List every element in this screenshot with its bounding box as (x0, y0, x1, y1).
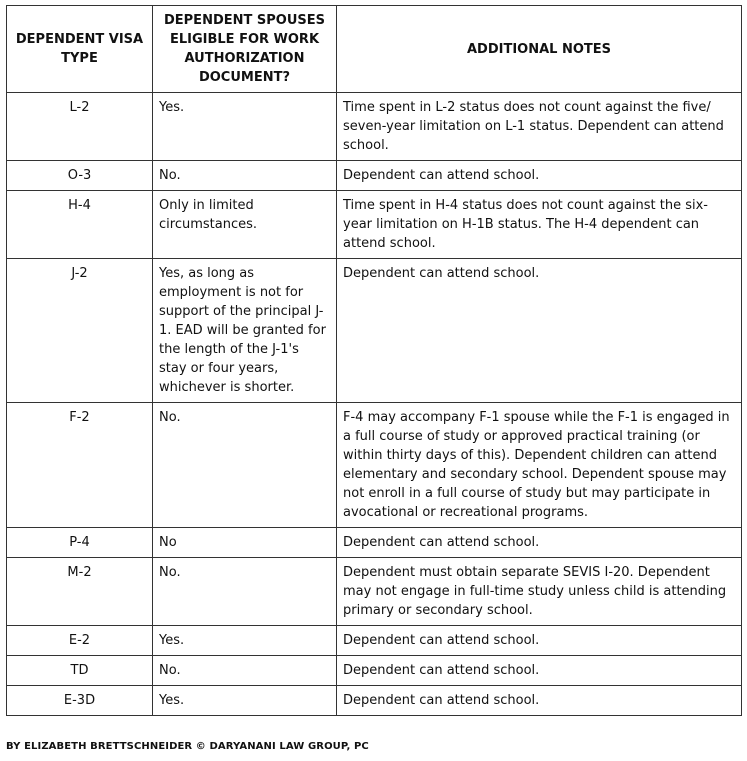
notes-cell: Dependent can attend school. (337, 686, 742, 716)
work-eligibility-cell: No. (153, 558, 337, 626)
work-eligibility-cell: No. (153, 403, 337, 528)
notes-cell: Time spent in L-2 status does not count against the five/ seven-year limitation on L-1 status. Dependent can attend school. (337, 93, 742, 161)
visa-type-cell: O-3 (7, 161, 153, 191)
header-work-authorization: DEPENDENT SPOUSES ELIGIBLE FOR WORK AUTHORIZATION DOCUMENT? (153, 6, 337, 93)
work-eligibility-cell: No (153, 528, 337, 558)
visa-type-cell: F-2 (7, 403, 153, 528)
visa-type-cell: TD (7, 656, 153, 686)
table-row (7, 656, 742, 686)
work-eligibility-cell: No. (153, 656, 337, 686)
table-row (7, 191, 742, 259)
header-additional-notes: ADDITIONAL NOTES (337, 6, 742, 93)
visa-type-cell: E-2 (7, 626, 153, 656)
visa-type-cell: P-4 (7, 528, 153, 558)
visa-type-cell: H-4 (7, 191, 153, 259)
work-eligibility-cell: Yes. (153, 626, 337, 656)
work-eligibility-cell: Yes, as long as employment is not for support of the principal J-1. EAD will be granted for the length of the J-1's stay or four years, whichever is shorter. (153, 259, 337, 403)
work-eligibility-cell: Yes. (153, 686, 337, 716)
visa-type-cell: J-2 (7, 259, 153, 403)
table-row (7, 259, 742, 403)
notes-cell: Dependent must obtain separate SEVIS I-20. Dependent may not engage in full-time study unless child is attending primary or secondary school. (337, 558, 742, 626)
notes-cell: Dependent can attend school. (337, 528, 742, 558)
dependent-visa-table (6, 5, 742, 716)
table-row (7, 528, 742, 558)
visa-type-cell: E-3D (7, 686, 153, 716)
visa-type-cell: M-2 (7, 558, 153, 626)
table-row (7, 558, 742, 626)
table-row (7, 93, 742, 161)
work-eligibility-cell: Yes. (153, 93, 337, 161)
notes-cell: Dependent can attend school. (337, 161, 742, 191)
visa-type-cell: L-2 (7, 93, 153, 161)
work-eligibility-cell: Only in limited circumstances. (153, 191, 337, 259)
table-row (7, 686, 742, 716)
header-visa-type: DEPENDENT VISA TYPE (7, 6, 153, 93)
table-row (7, 403, 742, 528)
table-row (7, 161, 742, 191)
notes-cell: Dependent can attend school. (337, 656, 742, 686)
header-row (7, 6, 742, 93)
notes-cell: Dependent can attend school. (337, 259, 742, 403)
credit-line: BY ELIZABETH BRETTSCHNEIDER © DARYANANI LAW GROUP, PC (6, 741, 369, 752)
notes-cell: Dependent can attend school. (337, 626, 742, 656)
work-eligibility-cell: No. (153, 161, 337, 191)
table-row (7, 626, 742, 656)
notes-cell: Time spent in H-4 status does not count against the six-year limitation on H-1B status. The H-4 dependent can attend school. (337, 191, 742, 259)
notes-cell: F-4 may accompany F-1 spouse while the F-1 is engaged in a full course of study or approved practical training (or within thirty days of this). Dependent children can attend elementary and secondary school. Dependent spouse may not enroll in a full course of study but may participate in avocational or recreational programs. (337, 403, 742, 528)
